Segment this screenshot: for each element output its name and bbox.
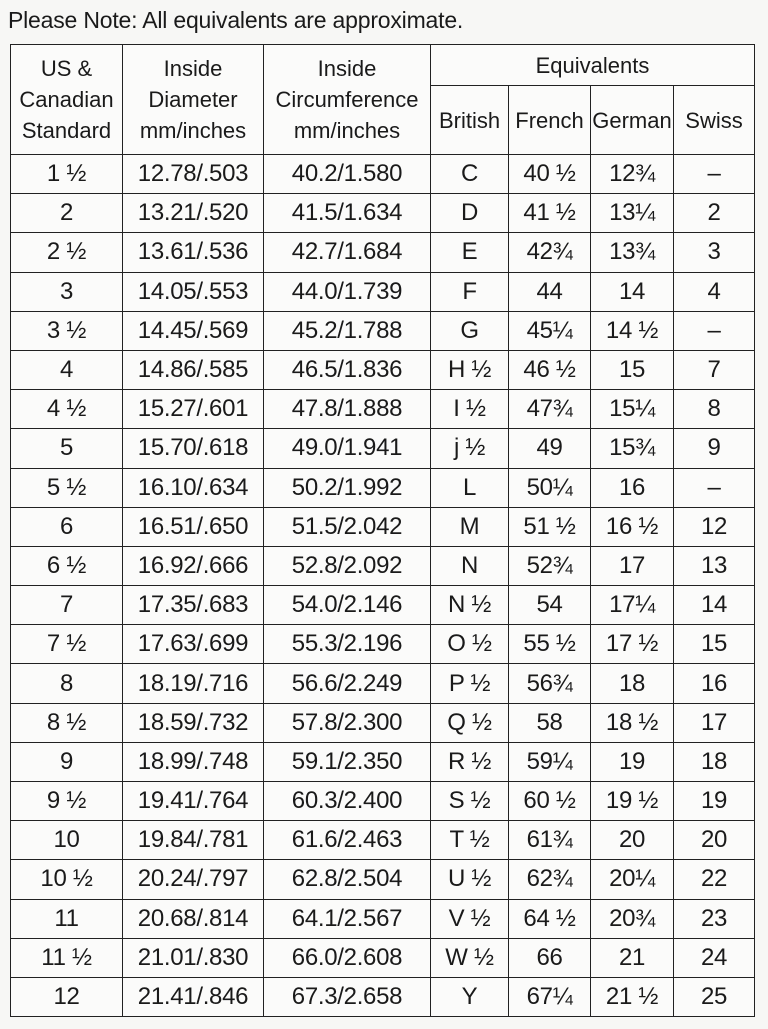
table-row bbox=[11, 194, 755, 233]
header-inside-diameter: Inside Diameter mm/inches bbox=[123, 45, 264, 155]
table-row bbox=[11, 155, 755, 194]
cell-circumference: 59.1/2.350 bbox=[264, 742, 431, 781]
cell-german: 18 bbox=[591, 664, 674, 703]
cell-circumference: 64.1/2.567 bbox=[264, 899, 431, 938]
cell-swiss: 17 bbox=[674, 703, 755, 742]
cell-swiss: 23 bbox=[674, 899, 755, 938]
cell-diameter: 14.05/.553 bbox=[123, 272, 264, 311]
cell-french: 61¾ bbox=[509, 821, 591, 860]
cell-german: 17¼ bbox=[591, 586, 674, 625]
cell-us: 2 bbox=[11, 194, 123, 233]
cell-swiss: 20 bbox=[674, 821, 755, 860]
cell-german: 19 bbox=[591, 742, 674, 781]
header-british: British bbox=[431, 86, 509, 155]
cell-circumference: 45.2/1.788 bbox=[264, 311, 431, 350]
table-row bbox=[11, 507, 755, 546]
cell-german: 17 bbox=[591, 546, 674, 585]
cell-swiss: 25 bbox=[674, 977, 755, 1016]
cell-diameter: 21.41/.846 bbox=[123, 977, 264, 1016]
cell-us: 6 ½ bbox=[11, 546, 123, 585]
cell-british: Q ½ bbox=[431, 703, 509, 742]
cell-british: G bbox=[431, 311, 509, 350]
cell-us: 3 bbox=[11, 272, 123, 311]
cell-us: 2 ½ bbox=[11, 233, 123, 272]
cell-circumference: 51.5/2.042 bbox=[264, 507, 431, 546]
table-row bbox=[11, 625, 755, 664]
cell-circumference: 60.3/2.400 bbox=[264, 782, 431, 821]
cell-swiss: 8 bbox=[674, 390, 755, 429]
cell-circumference: 62.8/2.504 bbox=[264, 860, 431, 899]
cell-circumference: 46.5/1.836 bbox=[264, 350, 431, 389]
cell-diameter: 18.19/.716 bbox=[123, 664, 264, 703]
cell-us: 4 bbox=[11, 350, 123, 389]
cell-us: 8 ½ bbox=[11, 703, 123, 742]
cell-diameter: 19.84/.781 bbox=[123, 821, 264, 860]
table-row bbox=[11, 821, 755, 860]
cell-french: 67¼ bbox=[509, 977, 591, 1016]
cell-circumference: 55.3/2.196 bbox=[264, 625, 431, 664]
cell-circumference: 66.0/2.608 bbox=[264, 938, 431, 977]
cell-german: 13¾ bbox=[591, 233, 674, 272]
header-equivalents: Equivalents bbox=[431, 45, 755, 86]
cell-french: 51 ½ bbox=[509, 507, 591, 546]
cell-french: 42¾ bbox=[509, 233, 591, 272]
cell-diameter: 16.51/.650 bbox=[123, 507, 264, 546]
table-row bbox=[11, 742, 755, 781]
cell-german: 16 bbox=[591, 468, 674, 507]
table-body bbox=[11, 155, 755, 1017]
cell-german: 16 ½ bbox=[591, 507, 674, 546]
header-french: French bbox=[509, 86, 591, 155]
cell-british: P ½ bbox=[431, 664, 509, 703]
cell-swiss: 14 bbox=[674, 586, 755, 625]
cell-swiss: 13 bbox=[674, 546, 755, 585]
cell-swiss: – bbox=[674, 311, 755, 350]
cell-us: 11 bbox=[11, 899, 123, 938]
cell-diameter: 20.24/.797 bbox=[123, 860, 264, 899]
cell-circumference: 54.0/2.146 bbox=[264, 586, 431, 625]
cell-us: 7 ½ bbox=[11, 625, 123, 664]
cell-swiss: – bbox=[674, 468, 755, 507]
cell-us: 7 bbox=[11, 586, 123, 625]
cell-german: 13¼ bbox=[591, 194, 674, 233]
cell-diameter: 17.35/.683 bbox=[123, 586, 264, 625]
cell-diameter: 14.45/.569 bbox=[123, 311, 264, 350]
cell-us: 1 ½ bbox=[11, 155, 123, 194]
table-row bbox=[11, 977, 755, 1016]
cell-circumference: 42.7/1.684 bbox=[264, 233, 431, 272]
cell-british: C bbox=[431, 155, 509, 194]
cell-circumference: 67.3/2.658 bbox=[264, 977, 431, 1016]
cell-us: 4 ½ bbox=[11, 390, 123, 429]
cell-german: 20 bbox=[591, 821, 674, 860]
cell-french: 52¾ bbox=[509, 546, 591, 585]
cell-circumference: 56.6/2.249 bbox=[264, 664, 431, 703]
cell-british: S ½ bbox=[431, 782, 509, 821]
cell-french: 56¾ bbox=[509, 664, 591, 703]
cell-german: 21 bbox=[591, 938, 674, 977]
table-row bbox=[11, 664, 755, 703]
cell-diameter: 14.86/.585 bbox=[123, 350, 264, 389]
header-us-canadian-standard: US & Canadian Standard bbox=[11, 45, 123, 155]
cell-german: 14 ½ bbox=[591, 311, 674, 350]
cell-german: 20¾ bbox=[591, 899, 674, 938]
cell-swiss: 12 bbox=[674, 507, 755, 546]
cell-french: 55 ½ bbox=[509, 625, 591, 664]
table-row bbox=[11, 782, 755, 821]
cell-french: 40 ½ bbox=[509, 155, 591, 194]
table-row bbox=[11, 350, 755, 389]
cell-swiss: 18 bbox=[674, 742, 755, 781]
cell-german: 17 ½ bbox=[591, 625, 674, 664]
cell-diameter: 16.92/.666 bbox=[123, 546, 264, 585]
cell-british: M bbox=[431, 507, 509, 546]
cell-british: N ½ bbox=[431, 586, 509, 625]
cell-us: 12 bbox=[11, 977, 123, 1016]
cell-us: 10 bbox=[11, 821, 123, 860]
cell-french: 49 bbox=[509, 429, 591, 468]
cell-diameter: 15.27/.601 bbox=[123, 390, 264, 429]
cell-german: 18 ½ bbox=[591, 703, 674, 742]
cell-swiss: 22 bbox=[674, 860, 755, 899]
cell-french: 64 ½ bbox=[509, 899, 591, 938]
cell-diameter: 21.01/.830 bbox=[123, 938, 264, 977]
cell-german: 15¾ bbox=[591, 429, 674, 468]
cell-german: 19 ½ bbox=[591, 782, 674, 821]
cell-french: 41 ½ bbox=[509, 194, 591, 233]
table-row bbox=[11, 586, 755, 625]
cell-diameter: 12.78/.503 bbox=[123, 155, 264, 194]
cell-swiss: 16 bbox=[674, 664, 755, 703]
cell-diameter: 16.10/.634 bbox=[123, 468, 264, 507]
cell-us: 3 ½ bbox=[11, 311, 123, 350]
approximation-note: Please Note: All equivalents are approximate. bbox=[8, 7, 464, 33]
cell-british: j ½ bbox=[431, 429, 509, 468]
cell-circumference: 47.8/1.888 bbox=[264, 390, 431, 429]
cell-british: H ½ bbox=[431, 350, 509, 389]
cell-french: 59¼ bbox=[509, 742, 591, 781]
cell-french: 54 bbox=[509, 586, 591, 625]
cell-british: L bbox=[431, 468, 509, 507]
cell-british: D bbox=[431, 194, 509, 233]
cell-swiss: 15 bbox=[674, 625, 755, 664]
cell-us: 5 ½ bbox=[11, 468, 123, 507]
cell-diameter: 13.61/.536 bbox=[123, 233, 264, 272]
cell-us: 6 bbox=[11, 507, 123, 546]
header-swiss: Swiss bbox=[674, 86, 755, 155]
table-row bbox=[11, 233, 755, 272]
cell-circumference: 57.8/2.300 bbox=[264, 703, 431, 742]
cell-french: 46 ½ bbox=[509, 350, 591, 389]
cell-german: 14 bbox=[591, 272, 674, 311]
cell-french: 44 bbox=[509, 272, 591, 311]
cell-diameter: 18.99/.748 bbox=[123, 742, 264, 781]
cell-british: U ½ bbox=[431, 860, 509, 899]
cell-swiss: 4 bbox=[674, 272, 755, 311]
cell-circumference: 40.2/1.580 bbox=[264, 155, 431, 194]
cell-british: O ½ bbox=[431, 625, 509, 664]
cell-british: Y bbox=[431, 977, 509, 1016]
cell-french: 60 ½ bbox=[509, 782, 591, 821]
cell-british: V ½ bbox=[431, 899, 509, 938]
cell-swiss: 7 bbox=[674, 350, 755, 389]
cell-circumference: 44.0/1.739 bbox=[264, 272, 431, 311]
ring-size-table bbox=[10, 44, 755, 1017]
cell-swiss: 19 bbox=[674, 782, 755, 821]
cell-circumference: 49.0/1.941 bbox=[264, 429, 431, 468]
cell-swiss: – bbox=[674, 155, 755, 194]
cell-us: 10 ½ bbox=[11, 860, 123, 899]
cell-circumference: 52.8/2.092 bbox=[264, 546, 431, 585]
table-row bbox=[11, 860, 755, 899]
cell-french: 47¾ bbox=[509, 390, 591, 429]
cell-german: 21 ½ bbox=[591, 977, 674, 1016]
cell-diameter: 19.41/.764 bbox=[123, 782, 264, 821]
cell-french: 58 bbox=[509, 703, 591, 742]
cell-circumference: 61.6/2.463 bbox=[264, 821, 431, 860]
cell-us: 9 ½ bbox=[11, 782, 123, 821]
table-row bbox=[11, 272, 755, 311]
table-row bbox=[11, 429, 755, 468]
cell-british: N bbox=[431, 546, 509, 585]
cell-diameter: 17.63/.699 bbox=[123, 625, 264, 664]
cell-diameter: 18.59/.732 bbox=[123, 703, 264, 742]
cell-german: 20¼ bbox=[591, 860, 674, 899]
cell-french: 62¾ bbox=[509, 860, 591, 899]
cell-swiss: 3 bbox=[674, 233, 755, 272]
cell-circumference: 50.2/1.992 bbox=[264, 468, 431, 507]
cell-british: R ½ bbox=[431, 742, 509, 781]
table-row bbox=[11, 546, 755, 585]
cell-swiss: 24 bbox=[674, 938, 755, 977]
cell-british: T ½ bbox=[431, 821, 509, 860]
cell-french: 45¼ bbox=[509, 311, 591, 350]
header-german: German bbox=[591, 86, 674, 155]
cell-diameter: 13.21/.520 bbox=[123, 194, 264, 233]
cell-us: 11 ½ bbox=[11, 938, 123, 977]
cell-us: 9 bbox=[11, 742, 123, 781]
cell-british: F bbox=[431, 272, 509, 311]
cell-german: 15 bbox=[591, 350, 674, 389]
cell-circumference: 41.5/1.634 bbox=[264, 194, 431, 233]
cell-british: W ½ bbox=[431, 938, 509, 977]
table-row bbox=[11, 703, 755, 742]
cell-us: 8 bbox=[11, 664, 123, 703]
header-inside-circumference: Inside Circumference mm/inches bbox=[264, 45, 431, 155]
cell-french: 50¼ bbox=[509, 468, 591, 507]
cell-british: E bbox=[431, 233, 509, 272]
table-row bbox=[11, 938, 755, 977]
table-row bbox=[11, 390, 755, 429]
cell-diameter: 15.70/.618 bbox=[123, 429, 264, 468]
cell-us: 5 bbox=[11, 429, 123, 468]
cell-german: 12¾ bbox=[591, 155, 674, 194]
cell-french: 66 bbox=[509, 938, 591, 977]
cell-diameter: 20.68/.814 bbox=[123, 899, 264, 938]
cell-british: I ½ bbox=[431, 390, 509, 429]
table-row bbox=[11, 899, 755, 938]
cell-swiss: 9 bbox=[674, 429, 755, 468]
cell-swiss: 2 bbox=[674, 194, 755, 233]
table-row bbox=[11, 468, 755, 507]
table-row bbox=[11, 311, 755, 350]
cell-german: 15¼ bbox=[591, 390, 674, 429]
